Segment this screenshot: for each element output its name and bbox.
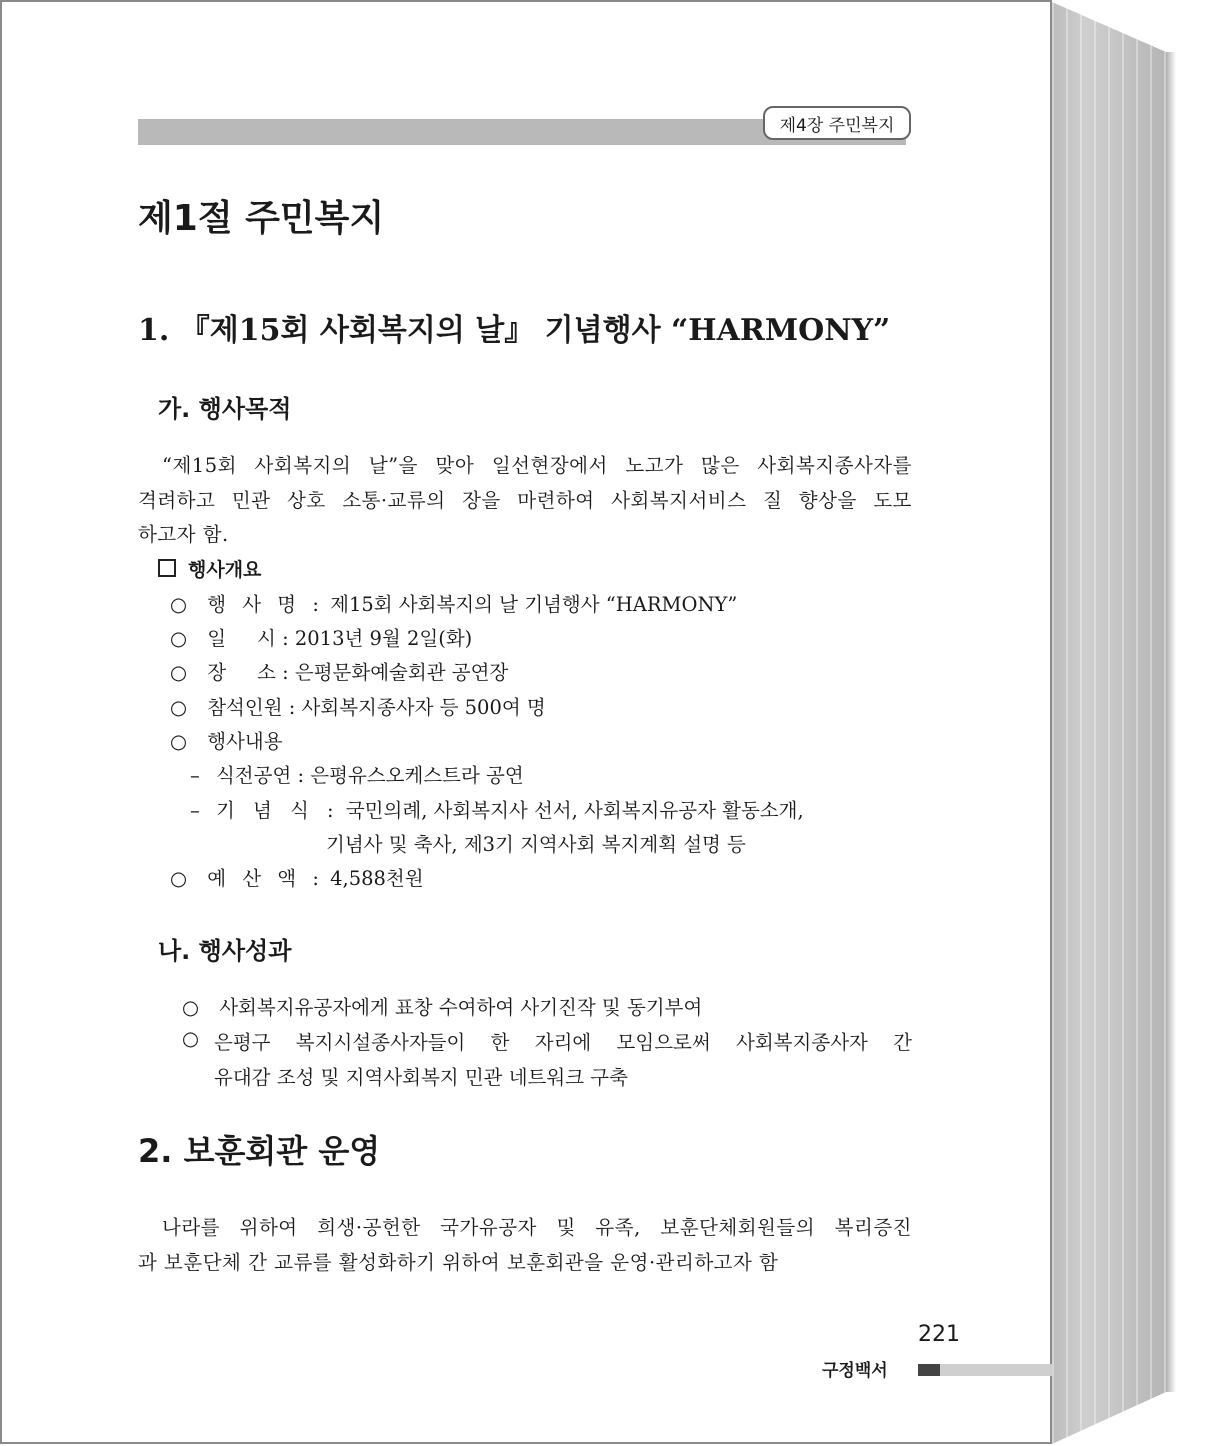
page-number: 221 (918, 1322, 960, 1347)
row-label: 식전공연 : (215, 764, 305, 787)
edge-shadow (1166, 52, 1176, 1392)
checkbox-square-icon (158, 559, 176, 577)
row-label: 행 사 명 : (207, 593, 324, 616)
chapter-label: 제4장 주민복지 (763, 106, 911, 140)
row-value: 은평유스오케스트라 공연 (310, 764, 524, 787)
result-bullet-2-line-1: 은평구 복지시설종사자들이 한 자리에 모임으로써 사회복지종사자 간 (214, 1031, 912, 1054)
dash-bullet-icon: – (190, 799, 200, 822)
circle-bullet-icon: ○ (170, 867, 188, 890)
circle-bullet-icon: ○ (170, 696, 188, 719)
row-value: 은평문화예술회관 공연장 (294, 661, 509, 684)
overview-heading (158, 555, 261, 582)
circle-bullet-icon: ○ (182, 1027, 200, 1050)
row-label: 예 산 액 : (207, 867, 324, 890)
item1-title: 1. 『제15회 사회복지의 날』 기념행사 “HARMONY” (138, 313, 891, 348)
overview-row-content (170, 726, 283, 754)
overview-heading-label: 행사개요 (188, 559, 262, 581)
row-label: 참석인원 : (207, 696, 296, 719)
row-value: 사회복지종사자 등 500여 명 (301, 696, 546, 719)
section-title: 제1절 주민복지 (138, 198, 385, 239)
overview-row-venue (170, 657, 508, 685)
row-value: 4,588천원 (330, 867, 424, 890)
result-bullet-1 (182, 992, 702, 1020)
result-bullet-2 (182, 1027, 199, 1050)
sub-a-title: 가. 행사목적 (158, 395, 292, 423)
dash-bullet-icon: – (190, 764, 200, 787)
book-page-edges (1052, 2, 1166, 1444)
row-value: 2013년 9월 2일(화) (294, 627, 473, 650)
circle-bullet-icon: ○ (182, 996, 200, 1019)
result-text: 사회복지유공자에게 표창 수여하여 사기진작 및 동기부여 (219, 996, 703, 1019)
purpose-line-1: “제15회 사회복지의 날”을 맞아 일선현장에서 노고가 많은 사회복지종사자를 (162, 454, 912, 477)
row-label: 일 시 : (207, 627, 289, 650)
overview-row-budget (170, 863, 424, 891)
item2-title: 2. 보훈회관 운영 (138, 1132, 381, 1170)
result-bullet-2-line-2: 유대감 조성 및 지역사회복지 민관 네트워크 구축 (214, 1066, 628, 1089)
content-row-preshow (190, 760, 524, 788)
item2-para-line-1: 나라를 위하여 희생·공헌한 국가유공자 및 유족, 보훈단체회원들의 복리증진 (162, 1216, 912, 1239)
overview-row-attendees (170, 692, 546, 720)
content-row-ceremony-cont: 기념사 및 축사, 제3기 지역사회 복지계획 설명 등 (326, 833, 746, 856)
purpose-line-2: 격려하고 민관 상호 소통·교류의 장을 마련하여 사회복지서비스 질 향상을 도모 (138, 489, 912, 512)
item2-para-line-2: 과 보훈단체 간 교류를 활성화하기 위하여 보훈회관을 운영·관리하고자 함 (138, 1251, 779, 1274)
row-value: 국민의례, 사회복지사 선서, 사회복지유공자 활동소개, (345, 799, 804, 822)
circle-bullet-icon: ○ (170, 593, 188, 616)
content-row-ceremony (190, 795, 804, 823)
row-label: 행사내용 (207, 730, 283, 753)
row-label: 장 소 : (207, 661, 289, 684)
overview-row-date (170, 623, 472, 651)
row-value: 제15회 사회복지의 날 기념행사 “HARMONY” (330, 593, 738, 616)
circle-bullet-icon: ○ (170, 730, 188, 753)
sub-b-title: 나. 행사성과 (158, 937, 292, 965)
overview-row-name (170, 589, 737, 617)
row-label: 기 념 식 : (215, 799, 340, 822)
purpose-line-3: 하고자 함. (138, 523, 229, 546)
circle-bullet-icon: ○ (170, 661, 188, 684)
book-title: 구정백서 (822, 1361, 888, 1381)
circle-bullet-icon: ○ (170, 627, 188, 650)
footer-bar (918, 1364, 1052, 1376)
